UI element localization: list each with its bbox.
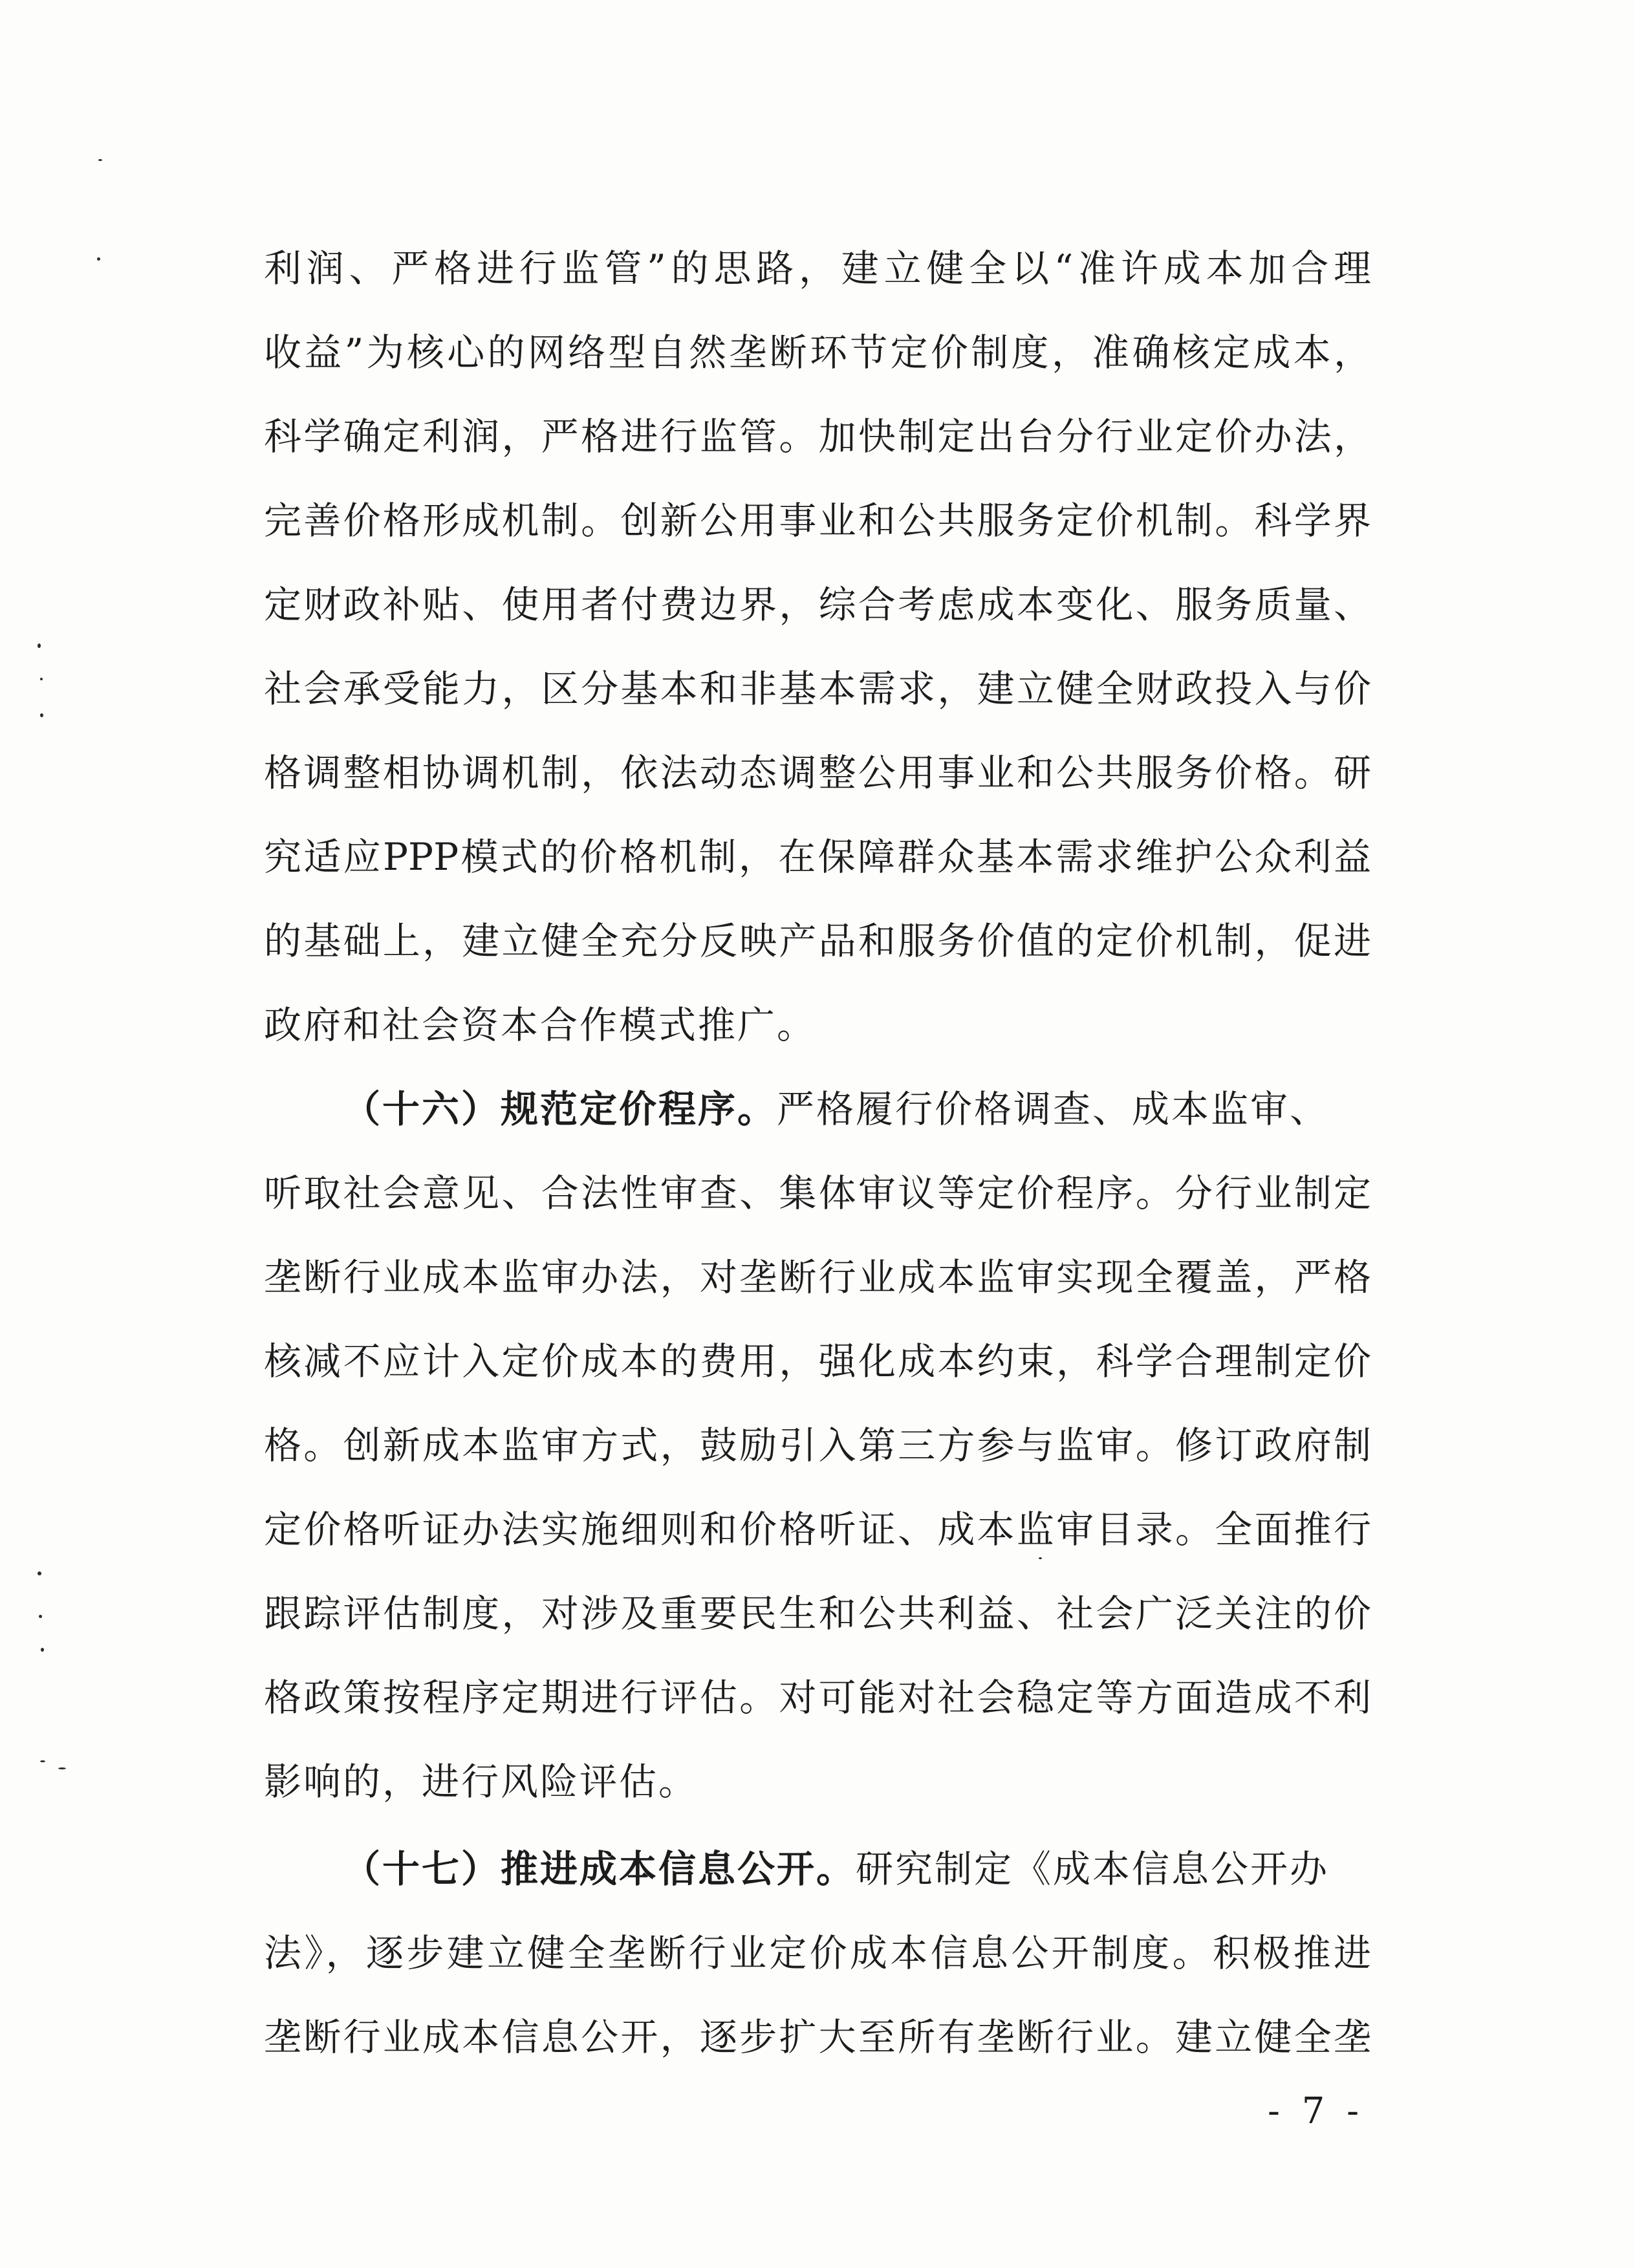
text-line: 究适应PPP模式的价格机制，在保障群众基本需求维护公众利益 <box>264 835 1371 879</box>
scan-speck <box>38 1571 41 1575</box>
text-line: 垄断行业成本信息公开，逐步扩大至所有垄断行业。建立健全垄 <box>264 2015 1371 2059</box>
text-span: 严格履行价格调查、成本监审、 <box>777 1087 1330 1131</box>
scan-speck <box>40 1760 45 1762</box>
scan-speck <box>1039 1557 1042 1559</box>
text-line: 跟踪评估制度，对涉及重要民生和公共利益、社会广泛关注的价 <box>264 1592 1371 1636</box>
section-heading-17: （十七）推进成本信息公开。 <box>343 1847 856 1891</box>
text-line <box>343 1843 1371 1895</box>
text-line: 利润、严格进行监管”的思路，建立健全以“准许成本加合理 <box>264 246 1371 290</box>
scan-speck <box>40 713 43 717</box>
scan-speck <box>38 643 41 648</box>
scan-speck <box>41 1648 44 1652</box>
text-line: 法》，逐步建立健全垄断行业定价成本信息公开制度。积极推进 <box>264 1931 1371 1975</box>
text-line <box>343 1083 1371 1135</box>
section-heading-16: （十六）规范定价程序。 <box>343 1087 777 1131</box>
text-line: 科学确定利润，严格进行监管。加快制定出台分行业定价办法， <box>264 415 1371 459</box>
text-line: 定财政补贴、使用者付费边界，综合考虑成本变化、服务质量、 <box>264 583 1371 627</box>
scan-speck <box>58 1767 66 1769</box>
text-line: 格。创新成本监审方式，鼓励引入第三方参与监审。修订政府制 <box>264 1423 1371 1467</box>
text-line: 定价格听证办法实施细则和价格听证、成本监审目录。全面推行 <box>264 1507 1371 1551</box>
text-line: 收益”为核心的网络型自然垄断环节定价制度，准确核定成本， <box>264 330 1371 374</box>
text-line: 听取社会意见、合法性审查、集体审议等定价程序。分行业制定 <box>264 1171 1371 1215</box>
text-line: 格调整相协调机制，依法动态调整公用事业和公共服务价格。研 <box>264 751 1371 795</box>
scan-speck <box>97 257 100 261</box>
text-line: 格政策按程序定期进行评估。对可能对社会稳定等方面造成不利 <box>264 1676 1371 1720</box>
text-line: 影响的，进行风险评估。 <box>264 1760 698 1804</box>
text-line: 的基础上，建立健全充分反映产品和服务价值的定价机制，促进 <box>264 919 1371 963</box>
text-line: 完善价格形成机制。创新公用事业和公共服务定价机制。科学界 <box>264 499 1371 543</box>
text-span: 研究制定《成本信息公开办 <box>856 1847 1330 1891</box>
text-line: 社会承受能力，区分基本和非基本需求，建立健全财政投入与价 <box>264 667 1371 711</box>
page-number: - 7 - <box>1268 2090 1365 2132</box>
text-line: 政府和社会资本合作模式推广。 <box>264 1003 817 1047</box>
scan-speck <box>98 159 102 161</box>
text-line: 垄断行业成本监审办法，对垄断行业成本监审实现全覆盖，严格 <box>264 1255 1371 1299</box>
scan-speck <box>39 1615 42 1618</box>
scan-speck <box>40 678 43 680</box>
text-line: 核减不应计入定价成本的费用，强化成本约束，科学合理制定价 <box>264 1339 1371 1383</box>
